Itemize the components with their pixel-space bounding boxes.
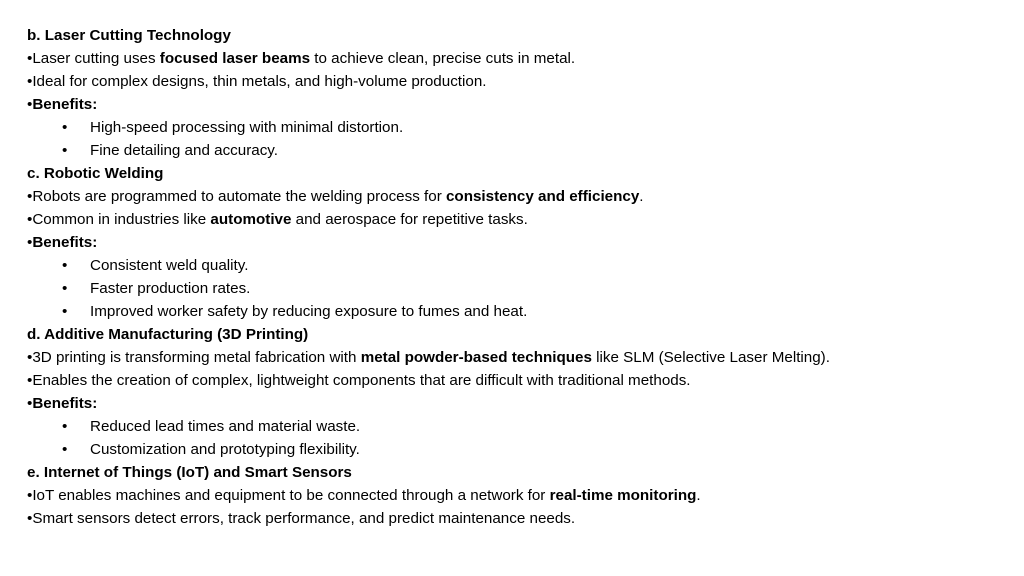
bullet-item [27, 484, 1017, 507]
bullet-text: . [696, 487, 701, 504]
bullet-bold-text: focused laser beams [159, 50, 311, 67]
bullet-text: like SLM (Selective Laser Melting). [591, 349, 830, 366]
bullet-item [27, 369, 1017, 392]
sub-bullet-text: Customization and prototyping flexibility. [90, 441, 360, 458]
bullet-bold-text: Benefits: [32, 96, 98, 113]
bullet-text: •Enables the creation of complex, lightweight components that are difficult with traditional methods. [27, 372, 691, 389]
bullet-text: •3D printing is transforming metal fabrication with [27, 349, 361, 366]
sub-bullet-text: Faster production rates. [90, 280, 251, 297]
bullet-bold-text: automotive [210, 211, 292, 228]
slide-content [27, 24, 1017, 530]
bullet-dot-icon: • [62, 142, 68, 159]
bullet-bold-text: consistency and efficiency [445, 188, 640, 205]
bullet-text: . [639, 188, 644, 205]
sub-bullet-item [27, 277, 1017, 300]
bullet-item [27, 392, 1017, 415]
bullet-dot-icon: • [62, 441, 68, 458]
bullet-bold-text: metal powder-based techniques [360, 349, 592, 366]
sub-bullet-item [27, 116, 1017, 139]
bullet-text: • [27, 234, 33, 251]
sub-bullet-item [27, 415, 1017, 438]
section-heading: c. Robotic Welding [27, 165, 164, 182]
sub-bullet-text: Improved worker safety by reducing exposure to fumes and heat. [90, 303, 528, 320]
bullet-text: to achieve clean, precise cuts in metal. [310, 50, 576, 67]
bullet-bold-text: Benefits: [32, 234, 98, 251]
sub-bullet-text: Consistent weld quality. [90, 257, 249, 274]
bullet-bold-text: real-time monitoring [549, 487, 697, 504]
bullet-text: •Robots are programmed to automate the welding process for [27, 188, 446, 205]
sub-bullet-item [27, 300, 1017, 323]
bullet-item [27, 507, 1017, 530]
bullet-text: •Laser cutting uses [27, 50, 160, 67]
bullet-item [27, 231, 1017, 254]
bullet-dot-icon: • [62, 418, 68, 435]
bullet-item [27, 346, 1017, 369]
bullet-text: •Smart sensors detect errors, track performance, and predict maintenance needs. [27, 510, 576, 527]
bullet-dot-icon: • [62, 280, 68, 297]
bullet-dot-icon: • [62, 119, 68, 136]
section-heading: d. Additive Manufacturing (3D Printing) [27, 326, 309, 343]
bullet-item [27, 70, 1017, 93]
bullet-dot-icon: • [62, 303, 68, 320]
bullet-text: • [27, 96, 33, 113]
bullet-item [27, 93, 1017, 116]
bullet-bold-text: Benefits: [32, 395, 98, 412]
sub-bullet-item [27, 438, 1017, 461]
section-heading: e. Internet of Things (IoT) and Smart Sensors [27, 464, 352, 481]
sub-bullet-item [27, 254, 1017, 277]
section-heading: b. Laser Cutting Technology [27, 27, 231, 44]
bullet-dot-icon: • [62, 257, 68, 274]
bullet-item [27, 47, 1017, 70]
sub-bullet-text: High-speed processing with minimal distortion. [90, 119, 404, 136]
sub-bullet-text: Reduced lead times and material waste. [90, 418, 361, 435]
sub-bullet-item [27, 139, 1017, 162]
bullet-text: •Common in industries like [27, 211, 211, 228]
sub-bullet-text: Fine detailing and accuracy. [90, 142, 278, 159]
bullet-text: • [27, 395, 33, 412]
bullet-item [27, 185, 1017, 208]
bullet-item [27, 208, 1017, 231]
bullet-text: •IoT enables machines and equipment to be connected through a network for [27, 487, 550, 504]
bullet-text: and aerospace for repetitive tasks. [291, 211, 528, 228]
bullet-text: •Ideal for complex designs, thin metals, and high-volume production. [27, 73, 487, 90]
